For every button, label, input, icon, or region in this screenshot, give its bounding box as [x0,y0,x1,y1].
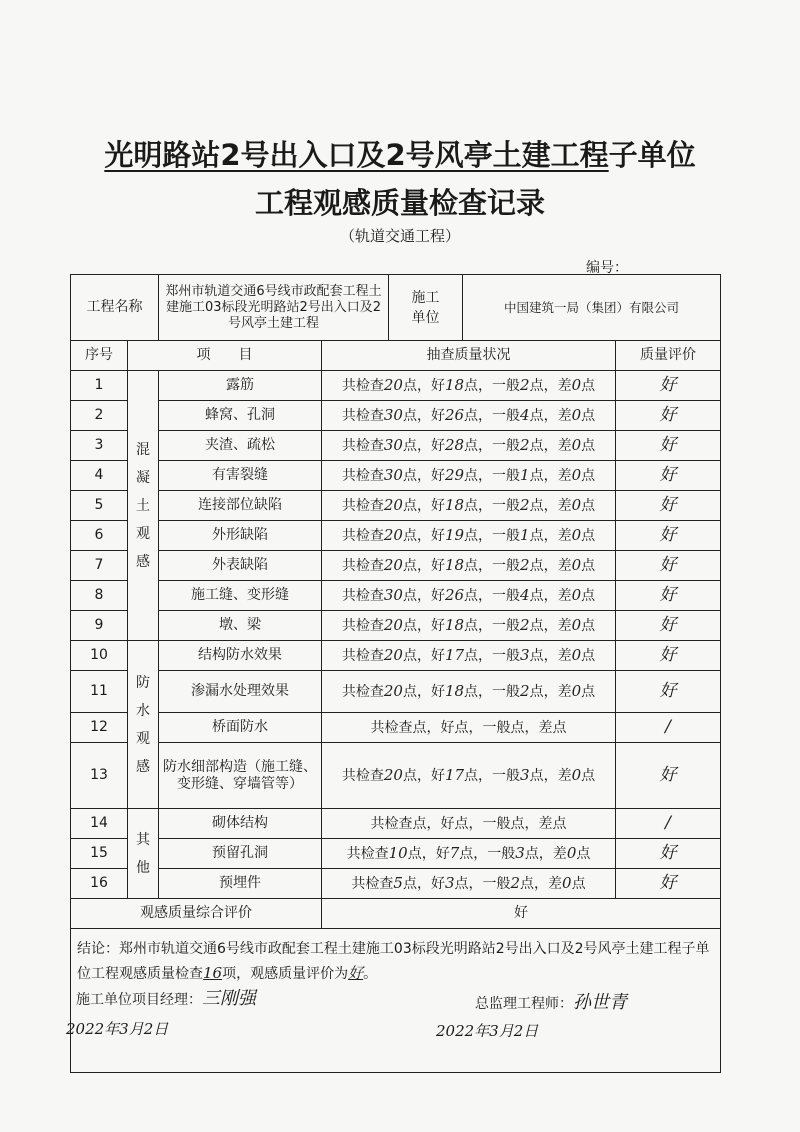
row-quality-eval: 好 [616,869,721,899]
check-label: 点 [581,377,596,394]
row-quality-eval: 好 [616,641,721,671]
check-total: 5 [393,873,403,892]
row-quality-eval: 好 [616,371,721,401]
check-good: 18 [444,375,465,394]
table-row [71,431,721,461]
check-label: 点，差 [529,683,572,700]
check-label: 点，一般 [459,845,516,862]
page-subtitle: （轨道交通工程） [339,227,460,245]
check-normal: 2 [520,375,530,394]
row-check-status [322,461,616,491]
header-no: 序号 [71,341,128,371]
check-label: 点，好 [407,845,450,862]
check-label: 点，好 [412,815,455,832]
check-good: 19 [444,525,465,544]
check-label: 点，一般 [464,437,521,454]
check-total: 30 [383,465,403,484]
group-char: 感 [136,758,150,775]
row-quality-eval: 好 [616,743,721,809]
check-normal: 2 [510,873,521,892]
check-label: 点，一般 [464,587,521,604]
check-label: 点，好 [402,647,445,664]
group-label-waterproof [128,641,159,809]
row-number: 12 [71,713,128,743]
check-label: 点，好 [402,683,445,700]
check-normal: 2 [520,435,530,454]
row-item: 墩、梁 [159,611,322,641]
row-check-status [322,869,616,899]
check-good: 3 [444,873,455,892]
group-char: 他 [136,859,150,876]
row-quality-eval: 好 [616,671,721,713]
check-good: 7 [449,843,460,862]
row-check-status [322,839,616,869]
table-row [71,713,721,743]
check-label: 共检查 [341,683,384,700]
project-row [71,275,721,341]
doc-number-label: 编号： [586,260,628,276]
project-name-label: 工程名称 [71,275,159,341]
group-char: 感 [136,553,150,570]
check-label: 点 [581,527,596,544]
row-quality-eval: 好 [616,551,721,581]
row-number: 9 [71,611,128,641]
row-check-status [322,431,616,461]
conclusion-count: 16 [203,964,223,982]
check-normal: 4 [520,405,530,424]
check-label: 点 [571,875,586,892]
row-quality-eval: 好 [616,839,721,869]
row-check-status [322,551,616,581]
row-number: 16 [71,869,128,899]
check-good: 17 [444,765,465,784]
group-label-other [128,809,159,899]
check-label: 点 [581,557,596,574]
check-label: 点 [581,437,596,454]
pm-signature [76,984,256,1010]
check-label: 共检查 [341,467,384,484]
row-item: 砌体结构 [159,809,322,839]
check-total: 20 [383,525,403,544]
check-label: 共检查 [346,845,389,862]
check-total: 30 [383,435,403,454]
check-bad: 0 [571,645,582,664]
check-label: 点，好 [412,719,455,736]
check-label: 点 [581,587,596,604]
check-label: 点，好 [402,617,445,634]
check-total: 20 [383,645,403,664]
check-label: 共检查 [341,617,384,634]
check-bad: 0 [571,405,582,424]
check-good: 18 [444,615,465,634]
table-row [71,641,721,671]
check-label: 共检查 [370,815,413,832]
check-label: 点，差 [520,875,563,892]
check-label: 点，一般 [464,557,521,574]
check-label: 点 [552,719,567,736]
table-row [71,809,721,839]
row-check-status [322,713,616,743]
table-row [71,671,721,713]
row-number: 11 [71,671,128,713]
conclusion-mid: 项，观感质量评价为 [222,966,349,982]
group-char: 土 [136,497,150,514]
check-good: 26 [444,405,465,424]
row-quality-eval: / [616,809,721,839]
check-bad: 0 [571,585,582,604]
check-label: 点 [581,647,596,664]
row-item: 连接部位缺陷 [159,491,322,521]
row-item: 露筋 [159,371,322,401]
check-label: 点，好 [402,437,445,454]
row-quality-eval: / [616,713,721,743]
check-label: 共检查 [341,437,384,454]
check-label: 共检查 [341,557,384,574]
check-total: 20 [383,615,403,634]
page-title [0,133,800,174]
table-row [71,839,721,869]
row-item: 蜂窝、孔洞 [159,401,322,431]
row-quality-eval: 好 [616,491,721,521]
check-label: 点，好 [402,527,445,544]
check-good: 17 [444,645,465,664]
row-check-status [322,671,616,713]
header-item: 项 目 [128,341,322,371]
row-number: 13 [71,743,128,809]
check-total: 20 [383,765,403,784]
check-label: 点 [552,815,567,832]
check-label: 共检查 [351,875,394,892]
group-char: 防 [136,674,150,691]
inspection-table [70,274,721,1073]
pm-signature-mark: 三刚强 [202,988,256,1009]
row-number: 2 [71,401,128,431]
check-label: 点 [581,467,596,484]
check-normal: 1 [520,525,530,544]
check-total: 20 [383,375,403,394]
check-bad: 0 [562,873,572,892]
row-item: 防水细部构造（施工缝、变形缝、穿墙管等） [159,743,322,809]
conclusion-prefix: 结论：郑州市轨道交通6号线市政配套工程土建施工03标段光明路站2号出入口及2号风亭土建工程子单位工程观感质量检查 [77,941,710,982]
construction-unit-label-text: 施工单位 [411,289,440,326]
header-row [71,341,721,371]
table-row [71,581,721,611]
row-item: 结构防水效果 [159,641,322,671]
overall-label: 观感质量综合评价 [71,899,322,929]
check-total: 20 [383,555,403,574]
check-label: 点 [576,845,591,862]
check-label: 点 [581,767,596,784]
check-label: 点，好 [402,377,445,394]
check-good: 26 [444,585,465,604]
table-row [71,401,721,431]
check-total: 30 [383,405,403,424]
row-number: 1 [71,371,128,401]
supervisor-signature-mark: 孙世青 [573,992,627,1013]
row-check-status [322,809,616,839]
table-row [71,371,721,401]
row-check-status [322,611,616,641]
table-row [71,521,721,551]
check-label: 点，差 [529,407,572,424]
check-label: 共检查 [341,407,384,424]
table-row [71,611,721,641]
row-quality-eval: 好 [616,431,721,461]
check-good: 29 [444,465,465,484]
check-label: 点，好 [402,557,445,574]
check-normal: 2 [520,495,530,514]
header-eval: 质量评价 [616,341,721,371]
supervisor-label: 总监理工程师： [475,996,573,1012]
row-quality-eval: 好 [616,461,721,491]
check-label: 共检查 [341,767,384,784]
group-label-concrete [128,371,159,641]
check-bad: 0 [571,525,582,544]
table-row [71,461,721,491]
check-bad: 0 [571,765,582,784]
check-total: 20 [383,681,403,700]
row-check-status [322,371,616,401]
row-item: 桥面防水 [159,713,322,743]
check-label: 点，差 [529,467,572,484]
row-quality-eval: 好 [616,521,721,551]
check-label: 点，好 [402,587,445,604]
check-label: 点，差 [529,587,572,604]
row-item: 渗漏水处理效果 [159,671,322,713]
row-number: 6 [71,521,128,551]
row-check-status [322,743,616,809]
check-label: 点，差 [529,527,572,544]
check-label: 点，差 [529,767,572,784]
supervisor-signature [475,988,627,1014]
check-label: 点，差 [529,617,572,634]
conclusion-end: 。 [363,966,378,982]
row-item: 预留孔洞 [159,839,322,869]
check-good: 18 [444,681,465,700]
table-row [71,869,721,899]
check-bad: 0 [571,375,582,394]
check-total: 30 [383,585,403,604]
check-label: 点，差 [529,497,572,514]
check-label: 点 [581,683,596,700]
check-label: 点，差 [510,815,553,832]
check-label: 点 [581,407,596,424]
row-check-status [322,581,616,611]
check-label: 点，一般 [454,815,511,832]
check-bad: 0 [571,555,582,574]
row-quality-eval: 好 [616,581,721,611]
check-bad: 0 [571,465,582,484]
check-label: 点，差 [529,557,572,574]
row-number: 7 [71,551,128,581]
check-bad: 0 [571,495,582,514]
check-label: 点，好 [402,497,445,514]
overall-row [71,899,721,929]
check-label: 点，差 [529,647,572,664]
check-label: 共检查 [370,719,413,736]
overall-value: 好 [322,899,721,929]
construction-unit-label [389,275,463,341]
row-item: 施工缝、变形缝 [159,581,322,611]
check-normal: 2 [520,555,530,574]
check-label: 点，一般 [464,377,521,394]
check-normal: 2 [520,681,530,700]
check-label: 点，一般 [454,875,511,892]
row-item: 外表缺陷 [159,551,322,581]
table-row [71,491,721,521]
row-number: 10 [71,641,128,671]
check-normal: 4 [520,585,530,604]
check-label: 点，好 [402,407,445,424]
check-label: 点，差 [529,437,572,454]
check-label: 点，差 [524,845,567,862]
supervisor-date: 2022年3月2日 [436,1022,539,1040]
check-label: 点，一般 [464,683,521,700]
row-check-status [322,401,616,431]
title-project-name: 光明路站2号出入口及2号风亭土建工程 [104,138,609,172]
row-item: 有害裂缝 [159,461,322,491]
check-label: 共检查 [341,587,384,604]
check-label: 点，一般 [464,647,521,664]
check-label: 点，好 [402,875,445,892]
check-normal: 3 [520,765,530,784]
check-label: 点，一般 [464,407,521,424]
row-item: 预埋件 [159,869,322,899]
check-label: 点，好 [402,467,445,484]
group-char: 其 [136,831,150,848]
row-check-status [322,641,616,671]
check-total: 10 [388,843,408,862]
row-quality-eval: 好 [616,611,721,641]
check-label: 点，一般 [464,767,521,784]
row-number: 5 [71,491,128,521]
row-number: 8 [71,581,128,611]
check-label: 共检查 [341,527,384,544]
check-label: 共检查 [341,377,384,394]
check-normal: 3 [520,645,530,664]
check-normal: 3 [515,843,525,862]
check-bad: 0 [571,435,582,454]
group-char: 水 [136,702,150,719]
project-name-value: 郑州市轨道交通6号线市政配套工程土建施工03标段光明路站2号出入口及2号风亭土建工程 [159,275,389,341]
row-check-status [322,491,616,521]
check-normal: 2 [520,615,530,634]
check-label: 点，差 [529,377,572,394]
row-item: 夹渣、疏松 [159,431,322,461]
check-bad: 0 [566,843,577,862]
check-total: 20 [383,495,403,514]
row-check-status [322,521,616,551]
check-label: 点，好 [402,767,445,784]
pm-label: 施工单位项目经理： [76,992,202,1008]
table-row [71,551,721,581]
row-quality-eval: 好 [616,401,721,431]
group-char: 观 [136,730,150,747]
check-label: 点，差 [510,719,553,736]
group-char: 观 [136,525,150,542]
check-label: 点，一般 [464,497,521,514]
row-number: 15 [71,839,128,869]
title-suffix: 子单位 [608,138,696,172]
check-normal: 1 [520,465,530,484]
check-label: 共检查 [341,497,384,514]
header-status: 抽查质量状况 [322,341,616,371]
row-number: 4 [71,461,128,491]
check-label: 点，一般 [454,719,511,736]
check-label: 点，一般 [464,617,521,634]
group-char: 混 [136,441,150,458]
check-label: 点 [581,497,596,514]
check-bad: 0 [571,615,582,634]
page-title-line2: 工程观感质量检查记录 [254,186,545,220]
row-item: 外形缺陷 [159,521,322,551]
check-good: 28 [444,435,465,454]
check-good: 18 [444,495,465,514]
check-good: 18 [444,555,465,574]
group-char: 凝 [136,469,150,486]
construction-unit-value: 中国建筑一局（集团）有限公司 [463,275,721,341]
table-row [71,743,721,809]
check-label: 共检查 [341,647,384,664]
conclusion-eval: 好 [348,964,364,982]
row-number: 14 [71,809,128,839]
pm-date: 2022年3月2日 [66,1020,169,1038]
check-label: 点 [581,617,596,634]
check-bad: 0 [571,681,582,700]
check-label: 点，一般 [464,467,521,484]
row-number: 3 [71,431,128,461]
check-label: 点，一般 [464,527,521,544]
